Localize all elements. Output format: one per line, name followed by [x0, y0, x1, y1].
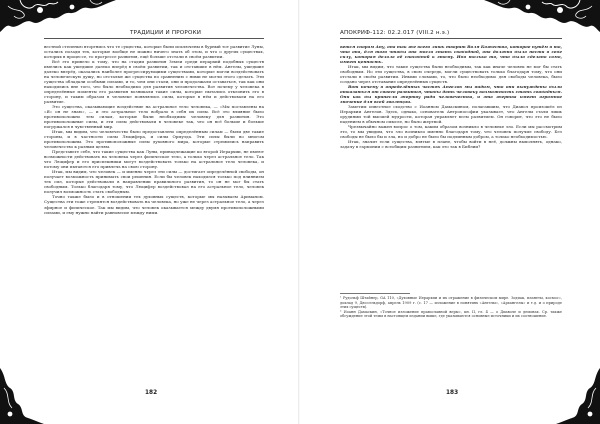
right-body-text — [340, 44, 562, 291]
running-header-left: ТРАДИЦИИ И ПРОРОКИ — [130, 30, 202, 36]
paragraph: Итак, мы видим, что человечество было предоставлено определённым силам — были две такие стороны, и в частности силы Люцифера, и силы Ормузда. Эти силы были во многом противоположны. Это противоположные силы духовного мира, которые стремились направить человечество к разным целям. — [44, 129, 264, 150]
floral-ornament-bottom-left — [0, 368, 44, 424]
header-rule-right — [340, 38, 562, 39]
running-header-right: АПОКРИФ-112: 02.2.017 (VIII.2 н.э.) — [340, 30, 450, 36]
paragraph: Точно также было и в отношении тех духовных существ, которые мы называем Ариманом. Существа эти тоже стремятся воздействовать на человека, но уже не через астральное тело, а через эфирное и физическое. Так мы видим, что человек оказывается между двумя противоположными силами, и ему нужно найти равновесие между ними. — [44, 194, 264, 215]
paragraph: Заметим известное сходство с Иоанном Дамаскином, полагавшим, что Диавол произошёл из Иерархии Ангелов. Здесь, однако, основатель Антропософии указывает, что Ангелы стали лишь орудиями той высшей мудрости, которая управляет всем развитием. Он говорит, что это не было падением в обычном смысле, но было жертвой. — [340, 104, 562, 125]
paragraph: вется спорам Ану, она так же всего лишь творит Воля Божества, которое путём в то, что она, для того чтобы она могла стать свободной, она должна была нести в себе силу, которая делала её способной к этому. Ибо только то, что было сделано само, имеет ценность. — [340, 44, 562, 65]
paragraph: Чрезвычайно важен вопрос о том, каким образом возникло в человеке зло. Если мы рассмотрим это, то мы увидим, что зло возникло именно благодаря тому, что человек получил свободу. Без свободы не было бы и зла, но и добро не было бы подлинным добром, а только необходимостью. — [340, 124, 562, 140]
page-number-right: 183 — [446, 390, 459, 396]
page-number-left: 182 — [145, 390, 158, 396]
floral-ornament-top-right — [484, 0, 600, 40]
footnote-rule — [340, 293, 410, 294]
paragraph: Это существа, оказывающие воздействие на астральное тело человека, — «Мы поставлены на «Я» он не знаю», — и это астральное тело вобрало в себя их силы. Всё это влияние было противоположно тем силам, которые были необходимы человеку для развития. Это противоположные силы, и эти силы действовали в человеке так, что он всё больше и больше погружался в чувственный мир. — [44, 104, 264, 130]
header-rule-left — [44, 38, 264, 39]
paragraph: Вот почему в определённых частях Ангелов мы видим, что они вынуждены были отказаться от своего развития, чтобы дать человеку возможность стать свободным. Они как бы принесли жертву ради человечества, и эта жертва имеет огромное значение для всей эволюции. — [340, 84, 562, 105]
paragraph: Итак, мы видим, что человек — и именно через эти силы — достигает определённой свободы, он получает возможность принимать свои решения. Если бы человек находился только под влиянием тех сил, которые действовали в направлении правильного развития, то он не мог бы стать свободным. Только благодаря тому, что Люцифер воздействовал на его астральное тело, человек получил возможность стать свободным. — [44, 169, 264, 195]
paragraph: Всё это привело к тому, что на стадии развития Земли среди иерархий подобных существ имелись как ушедшие далеко вперёд в своём развитии, так и отставшие в нём. Ангелы, ушедшие далеко вперёд, оказались наиболее прогрессирующими существами, которые могли воздействовать на человеческую душу, но отсталые же существа по сравнению с ними не могли этого сделать. Эти существа обладали особыми силами, и то, чем они стали, они и продолжали оставаться, так как они находились вне того, что было необходимо для развития человечества. Вот почему у человека в определённые моменты его развития возникали такие силы, которые пытались отклонить его в сторону, и таким образом в человеке появлялись силы, которые в нём и действовали на его развитие. — [44, 59, 264, 105]
floral-ornament-top-left — [0, 0, 116, 40]
paragraph: Итак, значит если существа, взятые в плане, чтобы войти в неё, должны выполнять, однако, задачу в гармонии с всеобщим развитием, как это так в Библии? — [340, 139, 562, 150]
paragraph: Представьте себе, что такие существа как Луны, принадлежащие ко второй Иерархии, не имеют возможности действовать на человека через физическое тело, а только через астральное тело. Так что Люцифер и его приспешники могут воздействовать только на астральное тело человека, и потому они пытаются его привлечь на свою сторону. — [44, 149, 264, 170]
left-body-text — [44, 44, 264, 384]
paragraph: вестной степенью вторгнись что те существа, которые были исключены в бурный тот развитие Луны, остались позади тех, которые вообще не можно ничего знать об этом, и что о других существах, которых в процессе, то прогрессе развития, ещё больше отстали в своём развитии. — [44, 44, 264, 60]
footnote: ¹ Рудольф Штайнер, GA 110, «Духовные Иерархии и их отражение в физическом мире. Зодиак, планеты, космос», доклад 9, Дюссельдорф, апрель 1909 г. (с. 17 — изложение в понятиях «Ангелы», «Архангелы» и т.д. и о природе этих существ). — [340, 296, 562, 309]
footnote: ² Иоанн Дамаскин, «Точное изложение православной веры», кн. II, гл. 4 — о Диаволе и демонах. Ср. также обсуждение этой темы в настоящем издании выше, где указываются основные источники и их соотношение. — [340, 309, 562, 318]
floral-ornament-bottom-right — [556, 368, 600, 424]
paragraph: Итак, мы видим, что такие существа были необходимы, так как иначе человек не мог бы стать свободным. Но эти существа, в свою очередь, могли существовать только благодаря тому, что они отстали в своём развитии. Иными словами, то, что было необходимо для свободы человека, было создано через отставание определённых существ. — [340, 64, 562, 85]
right-page — [300, 0, 600, 424]
footnotes — [340, 296, 562, 386]
